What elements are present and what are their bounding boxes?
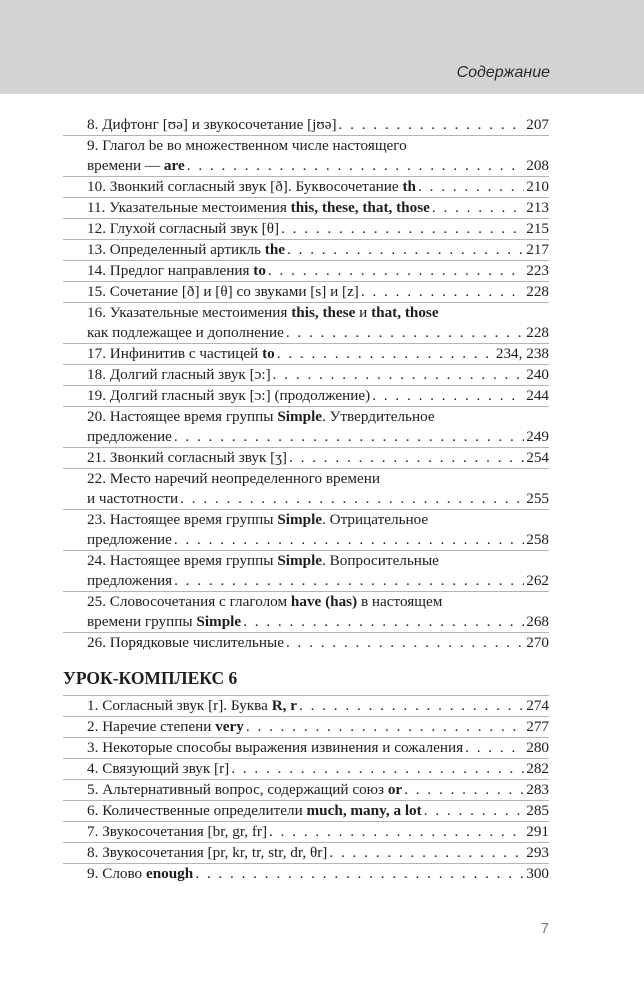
toc-entry [63, 364, 549, 385]
toc-entry-title: 8. Дифтонг [ʊə] и звукосочетание [jʊə] [87, 116, 337, 133]
dot-leader [269, 822, 524, 842]
toc-entry-page: 254 [526, 449, 549, 466]
toc-entry [63, 115, 549, 135]
toc-entry [63, 863, 549, 884]
page-number: 7 [540, 920, 549, 937]
dot-leader [361, 282, 524, 302]
toc-entry-first-line: 9. Глагол be во множественном числе настоящего [87, 137, 407, 154]
dot-leader [268, 261, 524, 281]
toc-entry-page: 207 [526, 116, 549, 133]
toc-entry [63, 447, 549, 468]
toc-entry-title: 11. Указательные местоимения this, these, that, those [87, 199, 430, 216]
dot-leader [287, 240, 524, 260]
toc-entry-title: как подлежащее и дополнение [87, 324, 284, 341]
toc-entry-page: 210 [526, 178, 549, 195]
toc-entry-title: времени группы Simple [87, 613, 242, 630]
dot-leader [231, 759, 524, 779]
toc-entry [63, 343, 549, 364]
toc-entry-page: 228 [526, 324, 549, 341]
toc-entry-page: 285 [526, 802, 549, 819]
dot-leader [246, 717, 524, 737]
toc-entry-title: 14. Предлог направления to [87, 262, 266, 279]
dot-leader [195, 864, 524, 884]
toc-entry-page: 228 [526, 283, 549, 300]
toc-entry-title: 2. Наречие степени very [87, 718, 244, 735]
dot-leader [289, 448, 524, 468]
dot-leader [273, 365, 525, 385]
toc-entry-title: 7. Звукосочетания [br, gr, fr] [87, 823, 268, 840]
toc-entry [63, 406, 549, 447]
toc-entry [63, 509, 549, 550]
toc-entry-title: и частотности [87, 490, 179, 507]
toc-entry-page: 300 [526, 865, 549, 882]
toc-entry [63, 281, 549, 302]
toc-entry [63, 716, 549, 737]
section-title: Содержание [456, 64, 550, 81]
toc-entry-page: 262 [526, 572, 549, 589]
toc-entry-page: 249 [526, 428, 549, 445]
dot-leader [299, 696, 524, 716]
lesson-5-list [63, 115, 549, 653]
toc-entry [63, 302, 549, 343]
toc-entry-page: 208 [526, 157, 549, 174]
toc-entry-title: 12. Глухой согласный звук [θ] [87, 220, 280, 237]
dot-leader [187, 156, 525, 176]
toc-entry-title: времени — are [87, 157, 185, 174]
toc-entry [63, 632, 549, 653]
dot-leader [432, 198, 524, 218]
toc-entry-title: предложение [87, 531, 172, 548]
toc-entry-page: 274 [526, 697, 549, 714]
dot-leader [418, 177, 524, 197]
toc-entry-title: предложения [87, 572, 173, 589]
toc-entry [63, 197, 549, 218]
toc-entry-title: предложение [87, 428, 172, 445]
toc-entry-title: 21. Звонкий согласный звук [ʒ] [87, 449, 287, 466]
toc-entry [63, 737, 549, 758]
dot-leader [277, 344, 494, 364]
dot-leader [404, 780, 524, 800]
toc-entry-title: 4. Связующий звук [r] [87, 760, 230, 777]
dot-leader [339, 115, 525, 135]
toc-entry [63, 176, 549, 197]
dot-leader [372, 386, 524, 406]
dot-leader [174, 530, 524, 550]
toc-entry [63, 239, 549, 260]
toc-entry-page: 282 [526, 760, 549, 777]
dot-leader [180, 489, 524, 509]
toc-entry-title: 17. Инфинитив с частицей to [87, 345, 275, 362]
toc-entry-page: 234, 238 [495, 345, 549, 362]
toc-entry-page: 270 [526, 634, 549, 651]
toc-entry-page: 255 [526, 490, 549, 507]
lesson-6-list [63, 695, 549, 884]
toc-entry-title: 26. Порядковые числительные [87, 634, 284, 651]
toc-entry-first-line: 20. Настоящее время группы Simple. Утвердительное [87, 408, 435, 425]
toc-entry [63, 218, 549, 239]
toc-entry-first-line: 23. Настоящее время группы Simple. Отрицательное [87, 511, 429, 528]
toc-entry [63, 800, 549, 821]
toc-entry-first-line: 16. Указательные местоимения this, these и that, those [87, 304, 439, 321]
toc-entry-title: 9. Слово enough [87, 865, 194, 882]
dot-leader [286, 323, 524, 343]
toc-entry [63, 695, 549, 716]
toc-entry-page: 280 [526, 739, 549, 756]
toc-entry-first-line: 25. Словосочетания с глаголом have (has) в настоящем [87, 593, 443, 610]
toc-entry-first-line: 22. Место наречий неопределенного времени [87, 470, 381, 487]
dot-leader [329, 843, 524, 863]
dot-leader [286, 633, 524, 653]
toc-entry-page: 283 [526, 781, 549, 798]
toc-entry-page: 244 [526, 387, 549, 404]
toc-entry-page: 268 [526, 613, 549, 630]
toc-entry-page: 223 [526, 262, 549, 279]
header-band [0, 0, 644, 94]
toc-entry-page: 215 [526, 220, 549, 237]
toc-entry [63, 260, 549, 281]
toc-entry-page: 217 [526, 241, 549, 258]
toc-entry-page: 293 [526, 844, 549, 861]
toc-entry [63, 821, 549, 842]
toc-entry-title: 3. Некоторые способы выражения извинения и сожаления [87, 739, 464, 756]
dot-leader [243, 612, 524, 632]
toc-entry [63, 550, 549, 591]
toc-entry-first-line: 24. Настоящее время группы Simple. Вопросительные [87, 552, 439, 569]
toc-entry-page: 291 [526, 823, 549, 840]
toc-entry [63, 758, 549, 779]
toc-entry-page: 277 [526, 718, 549, 735]
toc-entry-page: 258 [526, 531, 549, 548]
toc-entry [63, 468, 549, 509]
toc-entry-title: 15. Сочетание [ð] и [θ] со звуками [s] и [z] [87, 283, 359, 300]
dot-leader [174, 427, 524, 447]
dot-leader [281, 219, 524, 239]
toc-entry [63, 842, 549, 863]
toc-entry-title: 6. Количественные определители much, many, a lot [87, 802, 422, 819]
toc-entry-title: 10. Звонкий согласный звук [ð]. Буквосочетание th [87, 178, 416, 195]
toc-entry-page: 240 [526, 366, 549, 383]
toc-entry-title: 13. Определенный артикль the [87, 241, 286, 258]
toc-entry-title: 18. Долгий гласный звук [ɔ:] [87, 366, 271, 383]
toc-entry-page: 213 [526, 199, 549, 216]
toc-entry [63, 385, 549, 406]
dot-leader [424, 801, 525, 821]
lesson-6-heading: УРОК-КОМПЛЕКС 6 [63, 668, 238, 688]
toc-entry [63, 779, 549, 800]
toc-entry-title: 1. Согласный звук [r]. Буква R, r [87, 697, 298, 714]
dot-leader [174, 571, 524, 591]
toc-entry-title: 8. Звукосочетания [pr, kr, tr, str, dr, θr] [87, 844, 328, 861]
table-of-contents [63, 115, 549, 884]
toc-entry [63, 135, 549, 176]
toc-entry [63, 591, 549, 632]
toc-entry-title: 19. Долгий гласный звук [ɔ:] (продолжение) [87, 387, 371, 404]
dot-leader [465, 738, 524, 758]
toc-entry-title: 5. Альтернативный вопрос, содержащий союз or [87, 781, 403, 798]
